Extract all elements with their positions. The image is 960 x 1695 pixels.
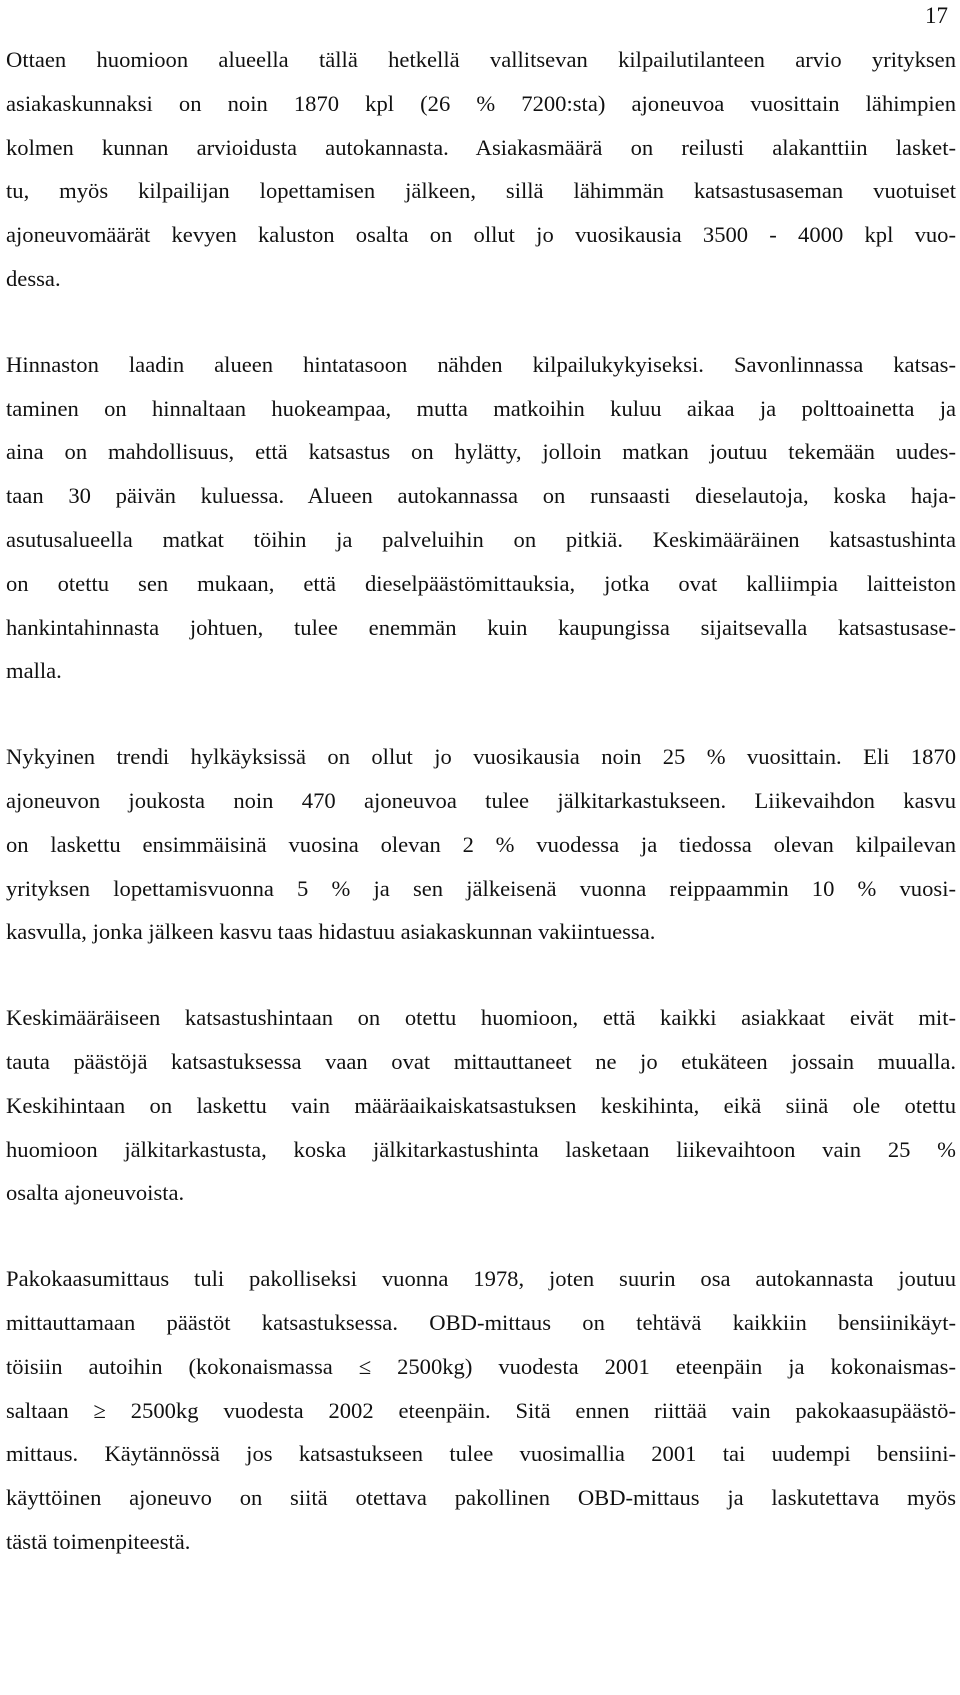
- text-line: dessa.: [6, 265, 61, 291]
- paragraph: [6, 996, 956, 1215]
- text-line: töisiin autoihin (kokonaismassa ≤ 2500kg) vuodesta 2001 eteenpäin ja kokonaismas-: [6, 1353, 956, 1379]
- text-line: yrityksen lopettamisvuonna 5 % ja sen jälkeisenä vuonna reippaammin 10 % vuosi-: [6, 875, 956, 901]
- document-body: [6, 38, 956, 1606]
- text-line: on laskettu ensimmäisinä vuosina olevan 2 % vuodessa ja tiedossa olevan kilpailevan: [6, 831, 956, 857]
- text-line: käyttöinen ajoneuvo on siitä otettava pakollinen OBD-mittaus ja laskutettava myös: [6, 1485, 956, 1511]
- text-line: ajoneuvomäärät kevyen kaluston osalta on ollut jo vuosikausia 3500 - 4000 kpl vuo-: [6, 222, 956, 248]
- text-line: hankintahinnasta johtuen, tulee enemmän kuin kaupungissa sijaitsevalla katsastusase-: [6, 614, 956, 640]
- text-line: asutusalueella matkat töihin ja palveluihin on pitkiä. Keskimääräinen katsastushinta: [6, 526, 956, 552]
- paragraph: [6, 343, 956, 693]
- text-line: tu, myös kilpailijan lopettamisen jälkeen, sillä lähimmän katsastusaseman vuotuiset: [6, 178, 956, 204]
- text-line: osalta ajoneuvoista.: [6, 1180, 185, 1206]
- page-number: 17: [925, 3, 948, 28]
- text-line: mittauttamaan päästöt katsastuksessa. OBD-mittaus on tehtävä kaikkiin bensiinikäyt-: [6, 1309, 956, 1335]
- paragraph: [6, 735, 956, 954]
- text-line: Nykyinen trendi hylkäyksissä on ollut jo vuosikausia noin 25 % vuosittain. Eli 1870: [6, 744, 956, 770]
- text-line: tästä toimenpiteestä.: [6, 1528, 191, 1554]
- paragraph: [6, 1257, 956, 1564]
- text-line: Keskihintaan on laskettu vain määräaikaiskatsastuksen keskihinta, eikä siinä ole otettu: [6, 1092, 956, 1118]
- text-line: taminen on hinnaltaan huokeampaa, mutta matkoihin kuluu aikaa ja polttoainetta ja: [6, 395, 956, 421]
- text-line: kolmen kunnan arvioidusta autokannasta. Asiakasmäärä on reilusti alakanttiin lasket-: [6, 134, 956, 160]
- text-line: asiakaskunnaksi on noin 1870 kpl (26 % 7200:sta) ajoneuvoa vuosittain lähimpien: [6, 90, 956, 116]
- text-line: ajoneuvon joukosta noin 470 ajoneuvoa tulee jälkitarkastukseen. Liikevaihdon kasvu: [6, 787, 956, 813]
- text-line: Ottaen huomioon alueella tällä hetkellä vallitsevan kilpailutilanteen arvio yrityksen: [6, 47, 956, 72]
- text-line: huomioon jälkitarkastusta, koska jälkitarkastushinta lasketaan liikevaihtoon vain 25 %: [6, 1136, 956, 1162]
- text-line: Pakokaasumittaus tuli pakolliseksi vuonna 1978, joten suurin osa autokannasta joutuu: [6, 1266, 956, 1292]
- text-line: Keskimääräiseen katsastushintaan on otettu huomioon, että kaikki asiakkaat eivät mit-: [6, 1005, 956, 1031]
- paragraph: [6, 38, 956, 301]
- text-line: tauta päästöjä katsastuksessa vaan ovat mittauttaneet ne jo etukäteen jossain muualla.: [6, 1048, 956, 1074]
- text-line: kasvulla, jonka jälkeen kasvu taas hidastuu asiakaskunnan vakiintuessa.: [6, 919, 656, 945]
- text-line: Hinnaston laadin alueen hintatasoon nähden kilpailukykyiseksi. Savonlinnassa katsas-: [6, 351, 956, 377]
- text-line: saltaan ≥ 2500kg vuodesta 2002 eteenpäin. Sitä ennen riittää vain pakokaasupäästö-: [6, 1397, 956, 1423]
- text-line: aina on mahdollisuus, että katsastus on hylätty, jolloin matkan joutuu tekemään uudes-: [6, 439, 956, 465]
- text-line: on otettu sen mukaan, että dieselpäästömittauksia, jotka ovat kalliimpia laitteiston: [6, 570, 956, 596]
- text-line: malla.: [6, 658, 62, 684]
- text-line: mittaus. Käytännössä jos katsastukseen tulee vuosimallia 2001 tai uudempi bensiini-: [6, 1441, 956, 1467]
- text-line: taan 30 päivän kuluessa. Alueen autokannassa on runsaasti dieselautoja, koska haja-: [6, 483, 956, 509]
